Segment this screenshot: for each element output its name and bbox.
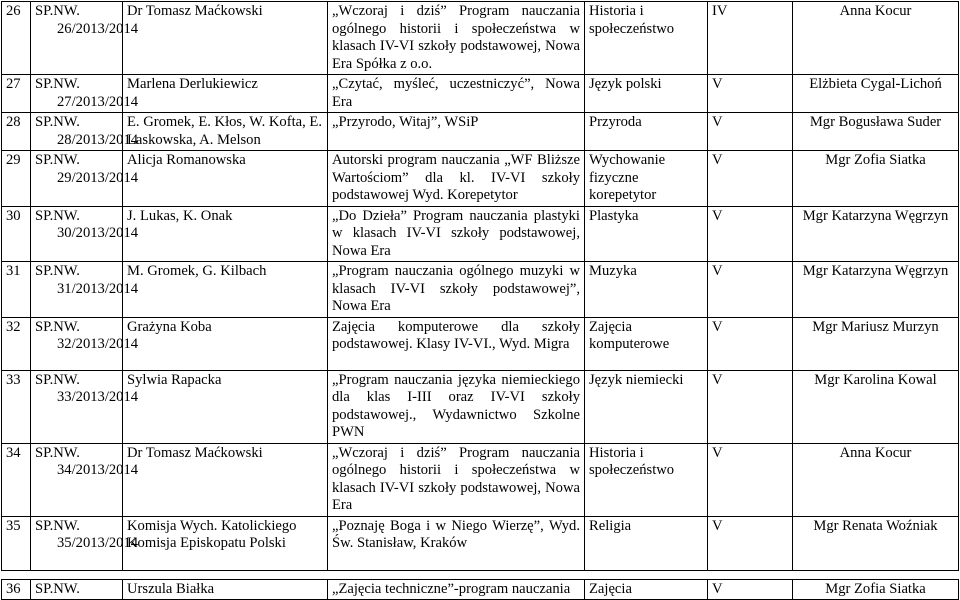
signature-prefix: SP.NW. xyxy=(35,152,80,168)
program-author: Komisja Wych. Katolickiego Komisja Episkopatu Polski xyxy=(123,516,328,570)
row-number: 30 xyxy=(2,206,31,262)
signature-number: 30/2013/2014 xyxy=(57,225,139,241)
teacher: Mgr Zofia Siatka xyxy=(793,579,959,600)
program-title: Autorski program nauczania „WF Bliższe Wartościom” dla kl. IV-VI szkoły podstawowej Wyd. Korepetytor xyxy=(328,151,585,207)
program-author: J. Lukas, K. Onak xyxy=(123,206,328,262)
class-level: V xyxy=(708,443,793,516)
signature-prefix: SP.NW. xyxy=(35,3,80,19)
table-row xyxy=(2,75,959,113)
program-title: Zajęcia komputerowe dla szkoły podstawowej. Klasy IV-VI., Wyd. Migra xyxy=(328,317,585,370)
subject: Plastyka xyxy=(585,206,708,262)
row-number: 27 xyxy=(2,75,31,113)
signature-number: 32/2013/2014 xyxy=(57,336,139,352)
program-signature xyxy=(31,206,139,262)
subject: Język niemiecki xyxy=(585,370,708,443)
table-row xyxy=(2,151,959,207)
program-title: „Poznaję Boga i w Niego Wierzę”, Wyd. Św. Stanisław, Kraków xyxy=(328,516,585,570)
program-signature xyxy=(31,443,139,516)
program-title: „Zajęcia techniczne”-program nauczania xyxy=(328,579,585,600)
signature-prefix: SP.NW. xyxy=(35,371,80,388)
subject: Wychowanie fizyczne korepetytor xyxy=(585,151,708,207)
program-author: Dr Tomasz Maćkowski xyxy=(123,443,328,516)
teacher: Mgr Bogusława Suder xyxy=(793,113,959,151)
subject: Religia xyxy=(585,516,708,570)
program-author: Marlena Derlukiewicz xyxy=(123,75,328,113)
signature-prefix: SP.NW. xyxy=(35,444,80,461)
teacher: Mgr Katarzyna Węgrzyn xyxy=(793,262,959,318)
class-level: V xyxy=(708,113,793,151)
teacher: Anna Kocur xyxy=(793,443,959,516)
table-row xyxy=(2,443,959,516)
table-row xyxy=(2,516,959,570)
signature-prefix: SP.NW. xyxy=(35,318,80,335)
program-title: „Program nauczania ogólnego muzyki w klasach IV-VI szkoły podstawowej”, Nowa Era xyxy=(328,262,585,318)
row-number: 36 xyxy=(2,579,31,600)
program-title: „Program nauczania języka niemieckiego dla klas I-III oraz IV-VI szkoły podstawowej., Wydawnictwo Szkolne PWN xyxy=(328,370,585,443)
teacher: Mgr Mariusz Murzyn xyxy=(793,317,959,370)
program-author: M. Gromek, G. Kilbach xyxy=(123,262,328,318)
table-row xyxy=(2,262,959,318)
program-author: Alicja Romanowska xyxy=(123,151,328,207)
program-signature xyxy=(31,370,139,443)
class-level: V xyxy=(708,262,793,318)
subject: Zajęcia xyxy=(585,579,708,600)
signature-number: 34/2013/2014 xyxy=(57,462,139,478)
signature-number: 27/2013/2014 xyxy=(57,93,139,110)
program-title: „Przyrodo, Witaj”, WSiP xyxy=(328,113,585,151)
table-row xyxy=(2,370,959,443)
program-author: Dr Tomasz Maćkowski xyxy=(123,2,328,75)
program-title: „Wczoraj i dziś” Program nauczania ogólnego historii i społeczeństwa w klasach IV-VI szkoły podstawowej, Nowa Era Spółka z o.o. xyxy=(328,2,585,75)
subject: Historia i społeczeństwo xyxy=(585,443,708,516)
program-author: Grażyna Koba xyxy=(123,317,328,370)
class-level: V xyxy=(708,516,793,570)
class-level: V xyxy=(708,370,793,443)
program-title: „Czytać, myśleć, uczestniczyć”, Nowa Era xyxy=(328,75,585,113)
program-signature xyxy=(31,317,139,370)
program-signature xyxy=(31,2,139,75)
table-row xyxy=(2,317,959,370)
signature-number: 35/2013/2014 xyxy=(57,535,139,551)
signature-number: 29/2013/2014 xyxy=(57,169,139,186)
signature-number: 31/2013/2014 xyxy=(57,280,139,297)
teacher: Mgr Katarzyna Węgrzyn xyxy=(793,206,959,262)
class-level: V xyxy=(708,206,793,262)
signature-prefix: SP.NW. xyxy=(35,207,80,224)
table-row-last xyxy=(2,579,959,600)
table-body xyxy=(2,2,959,600)
class-level: V xyxy=(708,579,793,600)
row-number: 34 xyxy=(2,443,31,516)
program-title: „Wczoraj i dziś” Program nauczania ogólnego historii i społeczeństwa w klasach IV-VI szkoły podstawowej, Nowa Era xyxy=(328,443,585,516)
program-signature xyxy=(31,151,139,207)
program-register-table xyxy=(1,1,959,600)
program-author: Urszula Białka xyxy=(123,579,328,600)
teacher: Mgr Zofia Siatka xyxy=(793,151,959,207)
row-number: 35 xyxy=(2,516,31,570)
signature-number: 28/2013/2014 xyxy=(57,131,139,148)
program-author: E. Gromek, E. Kłos, W. Kofta, E. Laskowska, A. Melson xyxy=(123,113,328,151)
row-number: 33 xyxy=(2,370,31,443)
row-number: 31 xyxy=(2,262,31,318)
signature-prefix: SP.NW. xyxy=(35,76,80,92)
class-level: V xyxy=(708,151,793,207)
row-number: 32 xyxy=(2,317,31,370)
subject: Muzyka xyxy=(585,262,708,318)
row-number: 26 xyxy=(2,2,31,75)
subject: Język polski xyxy=(585,75,708,113)
program-author: Sylwia Rapacka xyxy=(123,370,328,443)
teacher: Anna Kocur xyxy=(793,2,959,75)
subject: Zajęcia komputerowe xyxy=(585,317,708,370)
signature-prefix: SP.NW. xyxy=(35,517,80,534)
row-separator xyxy=(2,570,959,579)
subject: Historia i społeczeństwo xyxy=(585,2,708,75)
teacher: Mgr Karolina Kowal xyxy=(793,370,959,443)
signature-prefix: SP.NW. xyxy=(35,263,80,279)
row-number: 29 xyxy=(2,151,31,207)
signature-number: 26/2013/2014 xyxy=(57,20,139,37)
program-signature xyxy=(31,113,139,151)
class-level: V xyxy=(708,317,793,370)
signature-prefix: SP.NW. xyxy=(35,114,80,130)
table-row xyxy=(2,113,959,151)
program-signature xyxy=(31,516,139,570)
program-signature: SP.NW. xyxy=(31,579,123,600)
program-signature xyxy=(31,262,139,318)
program-title: „Do Dzieła” Program nauczania plastyki w klasach IV-VI szkoły podstawowej, Nowa Era xyxy=(328,206,585,262)
class-level: IV xyxy=(708,2,793,75)
teacher: Mgr Renata Woźniak xyxy=(793,516,959,570)
program-signature xyxy=(31,75,139,113)
signature-number: 33/2013/2014 xyxy=(57,389,139,405)
table-row xyxy=(2,2,959,75)
teacher: Elżbieta Cygal-Lichoń xyxy=(793,75,959,113)
class-level: V xyxy=(708,75,793,113)
table-row xyxy=(2,206,959,262)
row-number: 28 xyxy=(2,113,31,151)
subject: Przyroda xyxy=(585,113,708,151)
